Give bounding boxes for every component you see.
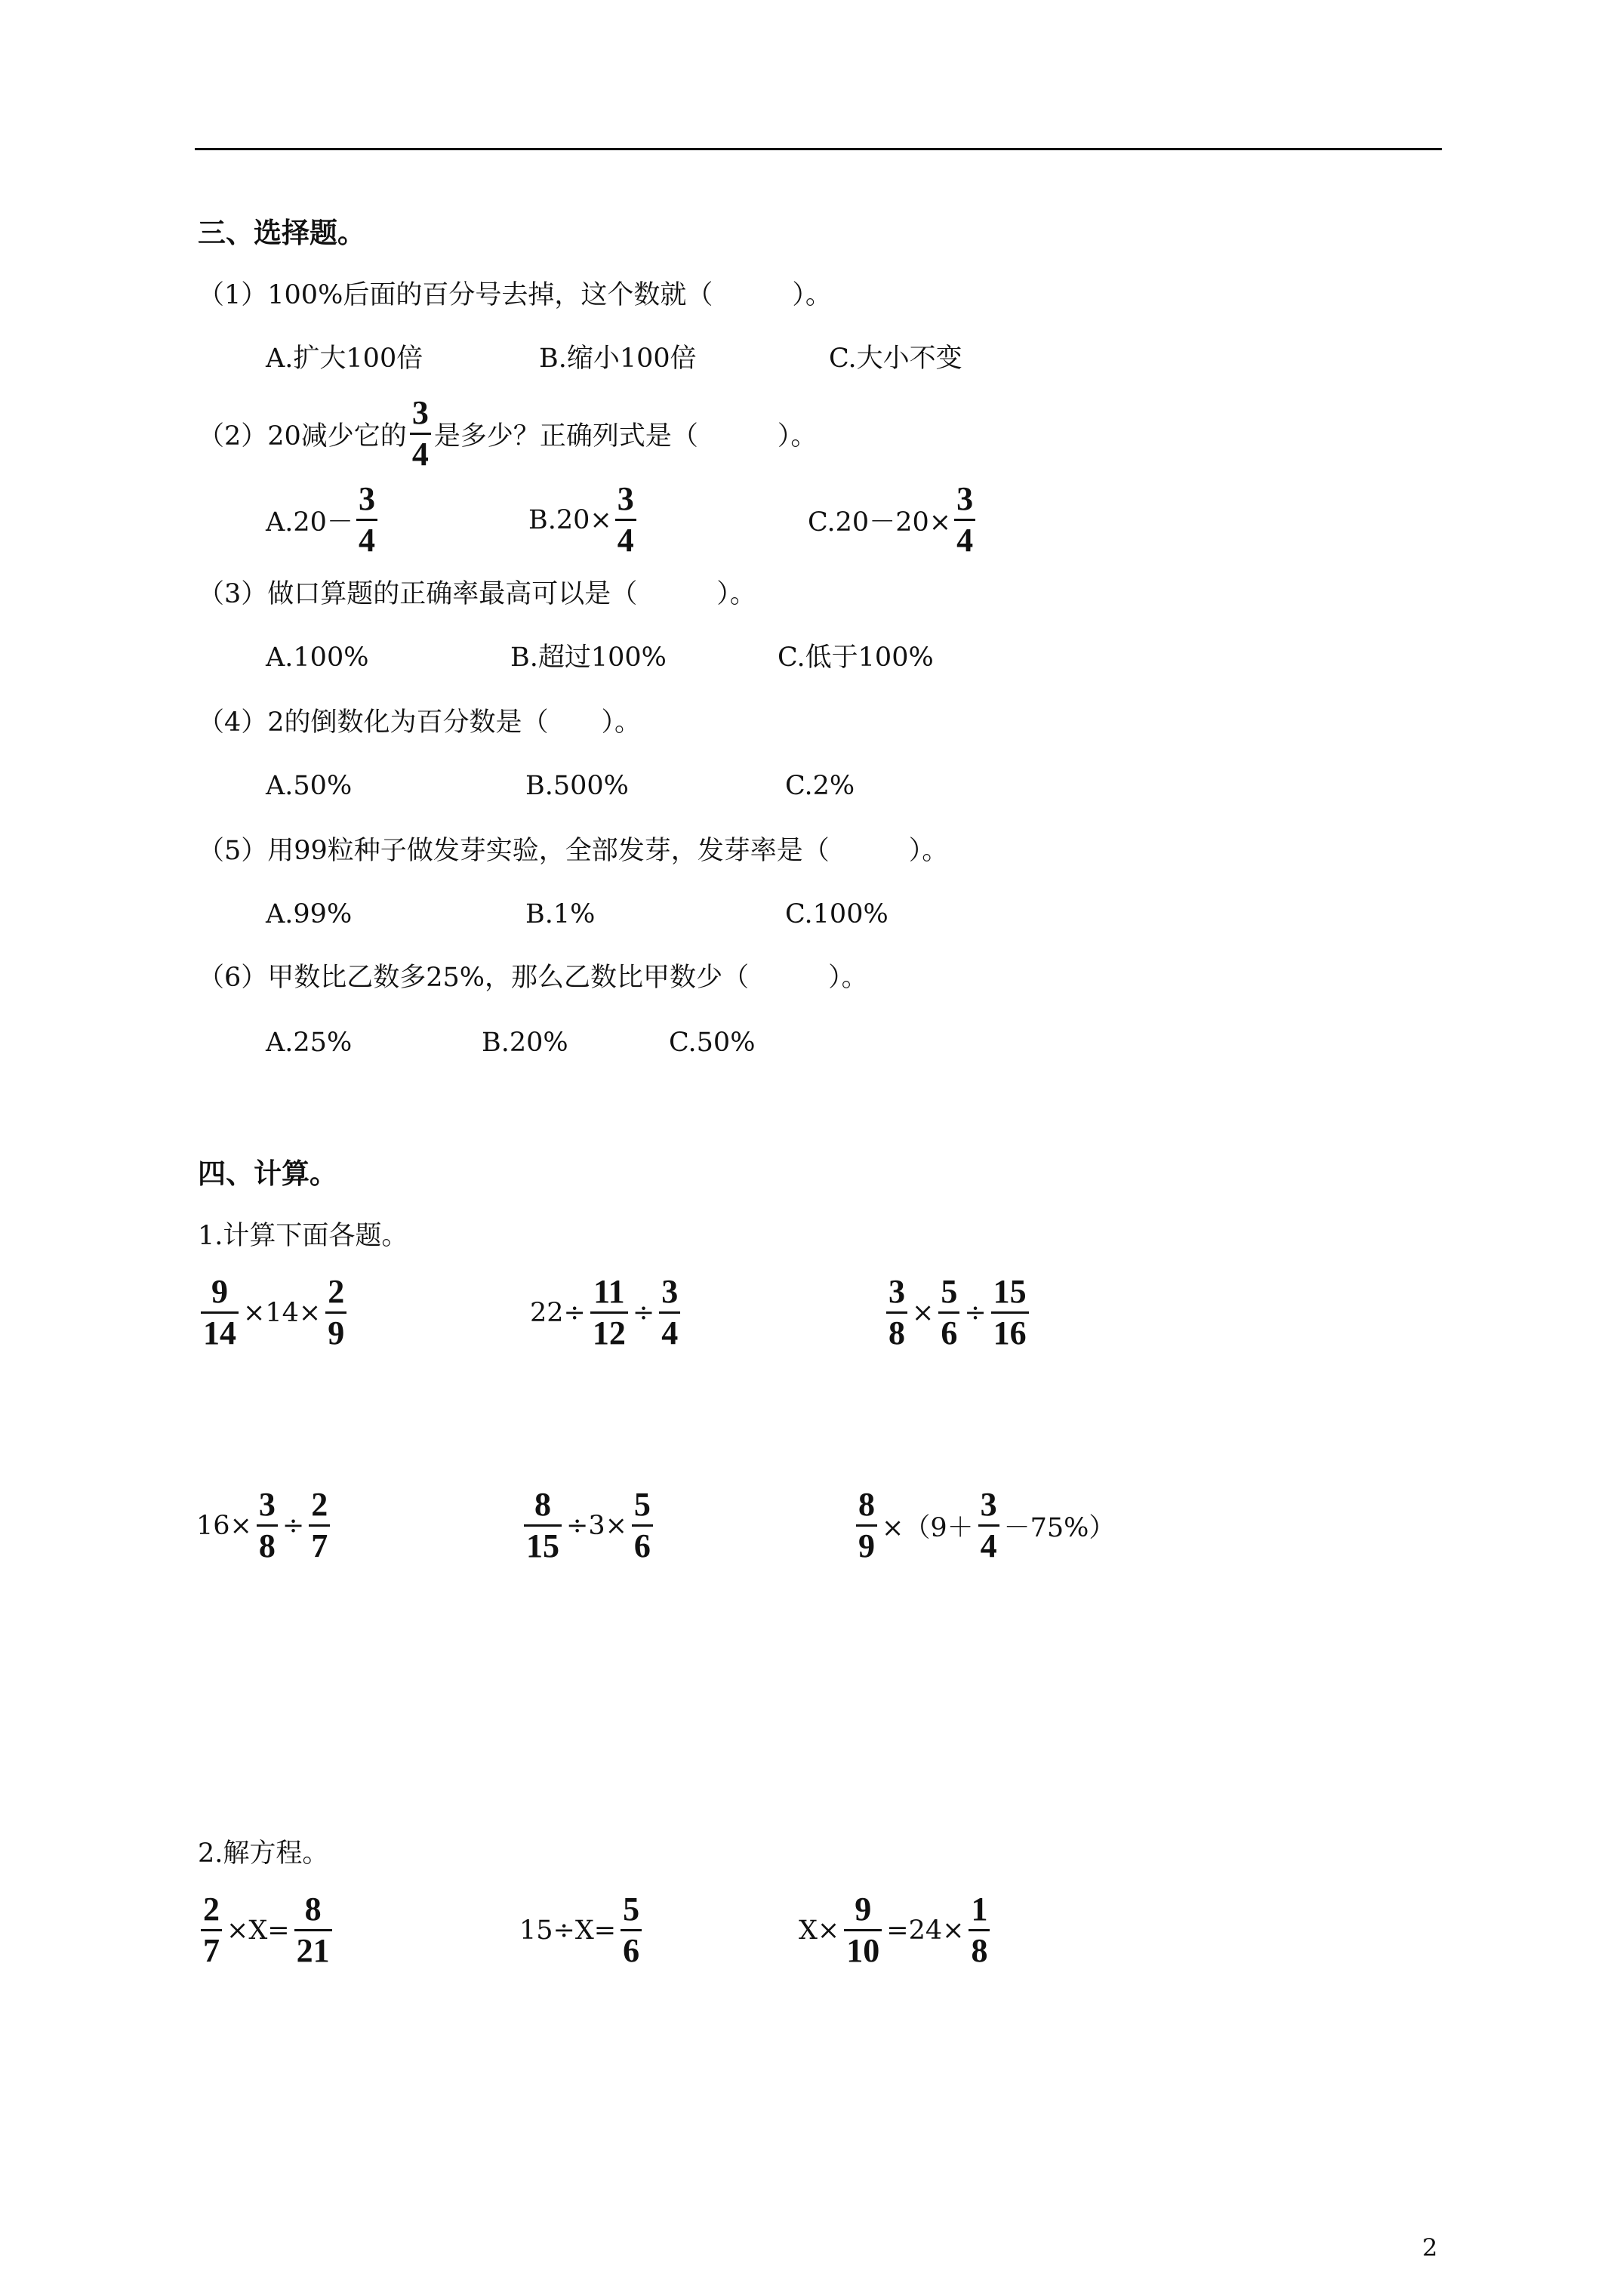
question-4: （4）2的倒数化为百分数是（ ）。	[198, 707, 642, 738]
denominator: 4	[956, 522, 974, 559]
calc-expression-6	[853, 1487, 1116, 1564]
fraction-bar	[632, 1524, 653, 1527]
operator: ×14×	[243, 1297, 322, 1328]
operator: ×X=	[226, 1915, 290, 1946]
fraction	[325, 1274, 346, 1351]
fraction	[886, 1274, 907, 1351]
denominator: 12	[592, 1314, 626, 1352]
numerator: 2	[311, 1486, 328, 1523]
fraction-bar	[356, 519, 377, 521]
denominator: 21	[296, 1932, 330, 1970]
fraction-bar	[325, 1311, 346, 1314]
fraction	[201, 1892, 222, 1968]
fraction	[524, 1487, 562, 1564]
q6-option-a: A.25%	[266, 1028, 353, 1058]
option-fraction	[954, 482, 975, 558]
numerator: 1	[971, 1891, 988, 1928]
equation-1	[198, 1892, 335, 1968]
numerator: 5	[623, 1891, 640, 1928]
operator: ÷	[282, 1510, 305, 1541]
fraction-bar	[978, 1524, 999, 1527]
fraction-bar	[938, 1311, 959, 1314]
fraction-bar	[621, 1929, 642, 1931]
fraction-bar	[257, 1524, 278, 1527]
operator: 15÷X=	[519, 1915, 617, 1946]
calc-expression-1	[198, 1274, 350, 1351]
calc-expression-3	[883, 1274, 1032, 1351]
question-6: （6）甲数比乙数多25%，那么乙数比甲数少（ ）。	[198, 963, 868, 993]
q3-option-b: B.超过100%	[510, 643, 667, 673]
denominator: 14	[203, 1314, 236, 1352]
q2-option-c	[808, 482, 978, 558]
numerator: 3	[888, 1273, 905, 1310]
fraction-bar	[590, 1311, 628, 1314]
numerator: 5	[633, 1486, 651, 1523]
fraction	[621, 1892, 642, 1968]
numerator: 5	[941, 1273, 958, 1310]
q3-option-a: A.100%	[266, 643, 369, 673]
section-4-title: 四、计算。	[198, 1157, 337, 1190]
q4-option-a: A.50%	[266, 771, 353, 801]
option-fraction	[356, 482, 377, 558]
operator: 16×	[196, 1510, 252, 1541]
option-prefix: B.20×	[528, 504, 612, 535]
fraction	[294, 1892, 332, 1968]
denominator: 16	[993, 1314, 1027, 1352]
fraction-bar	[294, 1929, 332, 1931]
denominator: 4	[411, 436, 429, 473]
q2-suffix: 是多少？正确列式是（ ）。	[433, 421, 818, 451]
calc-subtitle: 1.计算下面各题。	[198, 1221, 408, 1251]
equation-2	[518, 1892, 645, 1968]
operator: X×	[799, 1915, 840, 1946]
operator: ×	[912, 1297, 935, 1328]
denominator: 4	[661, 1314, 679, 1352]
numerator: 8	[858, 1486, 875, 1523]
operator: =24×	[886, 1915, 965, 1946]
q2-option-a	[266, 482, 380, 558]
fraction	[991, 1274, 1029, 1351]
fraction-bar	[969, 1929, 990, 1931]
numerator: 2	[203, 1891, 220, 1928]
operator: －75%）	[1003, 1512, 1116, 1543]
numerator: 15	[993, 1273, 1027, 1310]
denominator: 6	[633, 1527, 651, 1565]
fraction-bar	[856, 1524, 877, 1527]
denominator: 6	[623, 1932, 640, 1970]
operator: ×（9＋	[882, 1512, 974, 1543]
question-3: （3）做口算题的正确率最高可以是（ ）。	[198, 579, 756, 609]
fraction	[659, 1274, 680, 1351]
numerator: 8	[534, 1486, 551, 1523]
page-number: 2	[1422, 2233, 1438, 2262]
denominator: 7	[203, 1932, 220, 1970]
fraction-bar	[991, 1311, 1029, 1314]
q5-option-b: B.1%	[525, 899, 596, 929]
option-fraction	[615, 482, 636, 558]
fraction-bar	[201, 1929, 222, 1931]
fraction	[632, 1487, 653, 1564]
fraction-bar	[201, 1311, 239, 1314]
q4-option-c: C.2%	[785, 771, 855, 801]
denominator: 8	[971, 1932, 988, 1970]
denominator: 10	[846, 1932, 880, 1970]
denominator: 4	[358, 522, 375, 559]
q2-prefix: （2）20减少它的	[198, 421, 407, 451]
q1-option-b: B.缩小100倍	[539, 344, 697, 374]
fraction-bar	[309, 1524, 330, 1527]
denominator: 8	[888, 1314, 905, 1352]
numerator: 11	[593, 1273, 625, 1310]
fraction	[938, 1274, 959, 1351]
q5-option-c: C.100%	[785, 899, 888, 929]
numerator: 3	[661, 1273, 679, 1310]
fraction	[257, 1487, 278, 1564]
operator: 22÷	[530, 1297, 586, 1328]
q4-option-b: B.500%	[525, 771, 629, 801]
fraction-bar	[886, 1311, 907, 1314]
question-5: （5）用99粒种子做发芽实验，全部发芽，发芽率是（ ）。	[198, 836, 949, 866]
fraction	[856, 1487, 877, 1564]
numerator: 8	[304, 1891, 322, 1928]
numerator: 3	[258, 1486, 276, 1523]
denominator: 7	[311, 1527, 328, 1565]
option-prefix: C.20－20×	[808, 507, 952, 538]
fraction	[978, 1487, 999, 1564]
q6-option-b: B.20%	[482, 1028, 568, 1058]
q1-option-a: A.扩大100倍	[266, 344, 423, 374]
option-prefix: A.20－	[266, 507, 353, 538]
numerator: 3	[617, 480, 634, 517]
calc-expression-5	[521, 1487, 656, 1564]
q2-fraction	[410, 396, 431, 472]
numerator: 3	[411, 394, 429, 431]
denominator: 8	[258, 1527, 276, 1565]
denominator: 6	[941, 1314, 958, 1352]
fraction	[309, 1487, 330, 1564]
fraction-bar	[615, 519, 636, 521]
q2-option-b	[528, 482, 639, 558]
fraction	[201, 1274, 239, 1351]
fraction	[969, 1892, 990, 1968]
numerator: 3	[956, 480, 974, 517]
denominator: 15	[526, 1527, 559, 1565]
fraction-bar	[524, 1524, 562, 1527]
denominator: 4	[980, 1527, 997, 1565]
q6-option-c: C.50%	[669, 1028, 756, 1058]
q3-option-c: C.低于100%	[778, 643, 934, 673]
q1-option-c: C.大小不变	[829, 344, 962, 374]
numerator: 9	[211, 1273, 228, 1310]
header-rule	[195, 148, 1442, 150]
numerator: 3	[980, 1486, 997, 1523]
denominator: 9	[858, 1527, 875, 1565]
operator: ÷	[632, 1297, 655, 1328]
fraction-bar	[659, 1311, 680, 1314]
denominator: 4	[617, 522, 634, 559]
calc-expression-2	[528, 1274, 683, 1351]
numerator: 2	[328, 1273, 345, 1310]
operator: ÷	[964, 1297, 987, 1328]
numerator: 9	[855, 1891, 872, 1928]
operator: ÷3×	[566, 1510, 627, 1541]
numerator: 3	[358, 480, 375, 517]
fraction-bar	[844, 1929, 882, 1931]
equation-3	[797, 1892, 993, 1968]
fraction	[844, 1892, 882, 1968]
denominator: 9	[328, 1314, 345, 1352]
fraction-bar	[410, 433, 431, 435]
question-1: （1）100%后面的百分号去掉，这个数就（ ）。	[198, 280, 832, 310]
question-2	[198, 396, 817, 472]
calc-expression-4	[195, 1487, 333, 1564]
equation-subtitle: 2.解方程。	[198, 1838, 329, 1869]
fraction	[590, 1274, 628, 1351]
section-3-title: 三、选择题。	[198, 216, 365, 249]
q5-option-a: A.99%	[266, 899, 353, 929]
fraction-bar	[954, 519, 975, 521]
